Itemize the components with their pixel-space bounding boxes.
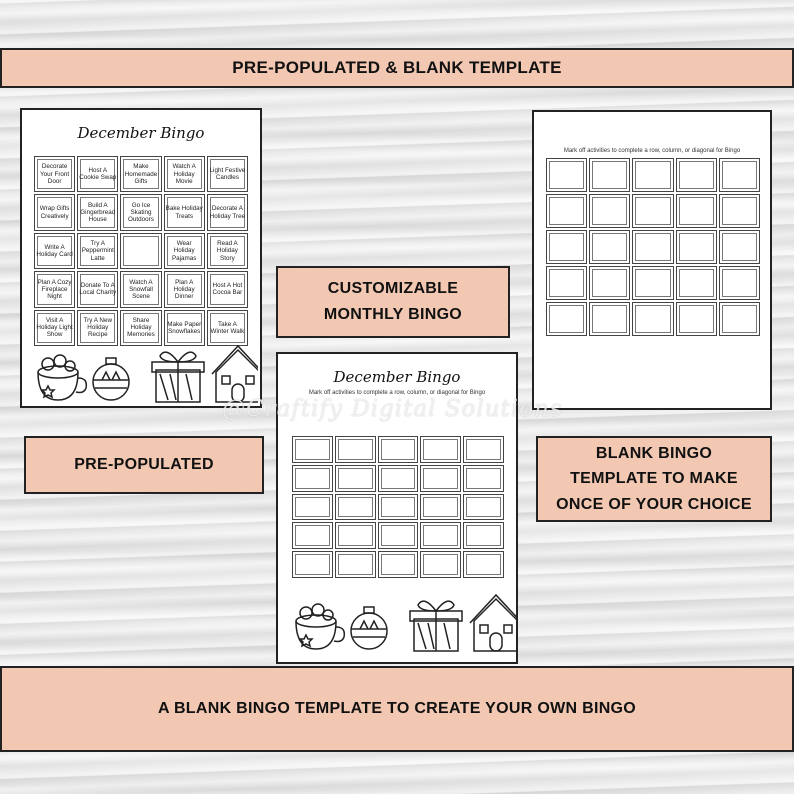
- bingo-cell: [120, 233, 161, 269]
- blank-bingo-cell: [632, 158, 673, 192]
- blank-bingo-cell: [546, 302, 587, 336]
- middle-decorations: [284, 588, 516, 658]
- customizable-banner-text: CUSTOMIZABLE MONTHLY BINGO: [323, 280, 463, 323]
- bingo-cell: Wrap Gifts Creatively: [34, 194, 75, 230]
- blank-bingo-cell: [420, 522, 461, 549]
- blank-bingo-cell: [719, 302, 760, 336]
- blank-bingo-cell: [676, 266, 717, 300]
- blank-bingo-cell: [463, 494, 504, 521]
- bingo-cell: Host A Hot Cocoa Bar: [207, 271, 248, 307]
- bingo-cell: Decorate Your Front Door: [34, 156, 75, 192]
- bottom-banner: [0, 666, 794, 752]
- blank-bingo-cell: [719, 230, 760, 264]
- blank-bingo-cell: [335, 551, 376, 578]
- bingo-cell: Make Paper Snowflakes: [164, 310, 205, 346]
- gingerbread-house-icon: [470, 595, 516, 651]
- blank-bingo-cell: [676, 158, 717, 192]
- bingo-cell: Bake Holiday Treats: [164, 194, 205, 230]
- middle-page-title: December Bingo: [333, 368, 461, 386]
- blank-bingo-cell: [589, 302, 630, 336]
- blank-bingo-cell: [378, 551, 419, 578]
- blank-bingo-cell: [632, 230, 673, 264]
- blank-bingo-cell: [378, 465, 419, 492]
- bingo-cell: Visit A Holiday Light Show: [34, 310, 75, 346]
- bingo-cell: Donate To A Local Charity: [77, 271, 118, 307]
- gingerbread-house-icon: [212, 346, 258, 402]
- bingo-cell: Light Festive Candles: [207, 156, 248, 192]
- blank-bingo-cell: [719, 266, 760, 300]
- blank-bingo-cell: [546, 266, 587, 300]
- middle-blank-grid: [292, 436, 504, 578]
- blank-bingo-page: [532, 110, 772, 410]
- bingo-cell: Go Ice Skating Outdoors: [120, 194, 161, 230]
- bingo-cell: Build A Gingerbread House: [77, 194, 118, 230]
- watermark-text: @Craftify Digital Solutions: [222, 396, 563, 422]
- bingo-cell: Decorate A Holiday Tree: [207, 194, 248, 230]
- prepopulated-banner-text: PRE-POPULATED: [74, 456, 214, 473]
- bingo-cell: Host A Cookie Swap: [77, 156, 118, 192]
- blank-bingo-cell: [420, 551, 461, 578]
- blank-bingo-cell: [589, 230, 630, 264]
- blank-bingo-cell: [292, 436, 333, 463]
- blank-bingo-cell: [378, 436, 419, 463]
- ornament-icon: [93, 358, 129, 400]
- bingo-cell: Try A Peppermint Latte: [77, 233, 118, 269]
- blank-bingo-cell: [335, 465, 376, 492]
- left-bingo-grid: [34, 156, 248, 346]
- blank-bingo-cell: [546, 230, 587, 264]
- bingo-cell: Take A Winter Walk: [207, 310, 248, 346]
- right-blank-grid: [546, 158, 760, 336]
- blank-bingo-cell: [632, 266, 673, 300]
- hot-cocoa-mug-icon: [296, 604, 344, 649]
- bingo-cell: Write A Holiday Card: [34, 233, 75, 269]
- bingo-cell: Wear Holiday Pajamas: [164, 233, 205, 269]
- blank-bingo-cell: [420, 436, 461, 463]
- blank-bingo-cell: [420, 494, 461, 521]
- blank-template-banner-text: BLANK BINGO TEMPLATE TO MAKE ONCE OF YOUR CHOICE: [556, 444, 752, 513]
- bingo-cell: Make Homemade Gifts: [120, 156, 161, 192]
- blank-bingo-cell: [420, 465, 461, 492]
- blank-bingo-cell: [719, 158, 760, 192]
- left-page-title: December Bingo: [77, 124, 205, 142]
- blank-bingo-cell: [292, 551, 333, 578]
- blank-bingo-cell: [292, 465, 333, 492]
- middle-page-instructions: Mark off activities to complete a row, column, or diagonal for Bingo: [308, 390, 486, 396]
- gift-box-icon: [410, 601, 462, 651]
- blank-bingo-cell: [632, 194, 673, 228]
- blank-bingo-cell: [719, 194, 760, 228]
- customizable-banner: [276, 266, 510, 338]
- blank-bingo-cell: [676, 230, 717, 264]
- blank-bingo-cell: [292, 494, 333, 521]
- bottom-banner-text: A BLANK BINGO TEMPLATE TO CREATE YOUR OWN BINGO: [157, 700, 637, 717]
- blank-bingo-cell: [335, 436, 376, 463]
- hot-cocoa-mug-icon: [38, 355, 86, 400]
- bingo-cell: Watch A Holiday Movie: [164, 156, 205, 192]
- top-banner-text: PRE-POPULATED & BLANK TEMPLATE: [232, 58, 562, 77]
- blank-bingo-cell: [378, 494, 419, 521]
- right-page-instructions: Mark off activities to complete a row, column, or diagonal for Bingo: [563, 148, 741, 154]
- blank-bingo-cell: [335, 522, 376, 549]
- blank-bingo-cell: [335, 494, 376, 521]
- blank-bingo-cell: [589, 158, 630, 192]
- bingo-cell: Plan A Holiday Dinner: [164, 271, 205, 307]
- bingo-cell: Plan A Cozy Fireplace Night: [34, 271, 75, 307]
- bingo-cell: Share Holiday Memories: [120, 310, 161, 346]
- top-banner: [0, 48, 794, 88]
- blank-bingo-cell: [546, 158, 587, 192]
- blank-bingo-cell: [589, 194, 630, 228]
- blank-bingo-cell: [463, 522, 504, 549]
- blank-bingo-cell: [292, 522, 333, 549]
- blank-bingo-cell: [378, 522, 419, 549]
- blank-bingo-cell: [463, 436, 504, 463]
- blank-template-banner: [536, 436, 772, 522]
- bingo-cell: Watch A Snowfall Scene: [120, 271, 161, 307]
- blank-bingo-cell: [589, 266, 630, 300]
- bingo-cell: Try A New Holiday Recipe: [77, 310, 118, 346]
- prepopulated-bingo-page: [20, 108, 262, 408]
- blank-bingo-cell: [676, 194, 717, 228]
- ornament-icon: [351, 607, 387, 649]
- blank-bingo-cell: [546, 194, 587, 228]
- blank-bingo-cell: [632, 302, 673, 336]
- blank-bingo-cell: [676, 302, 717, 336]
- prepopulated-banner: [24, 436, 264, 494]
- blank-bingo-cell: [463, 465, 504, 492]
- blank-bingo-cell: [463, 551, 504, 578]
- bingo-cell: Read A Holiday Story: [207, 233, 248, 269]
- gift-box-icon: [152, 352, 204, 402]
